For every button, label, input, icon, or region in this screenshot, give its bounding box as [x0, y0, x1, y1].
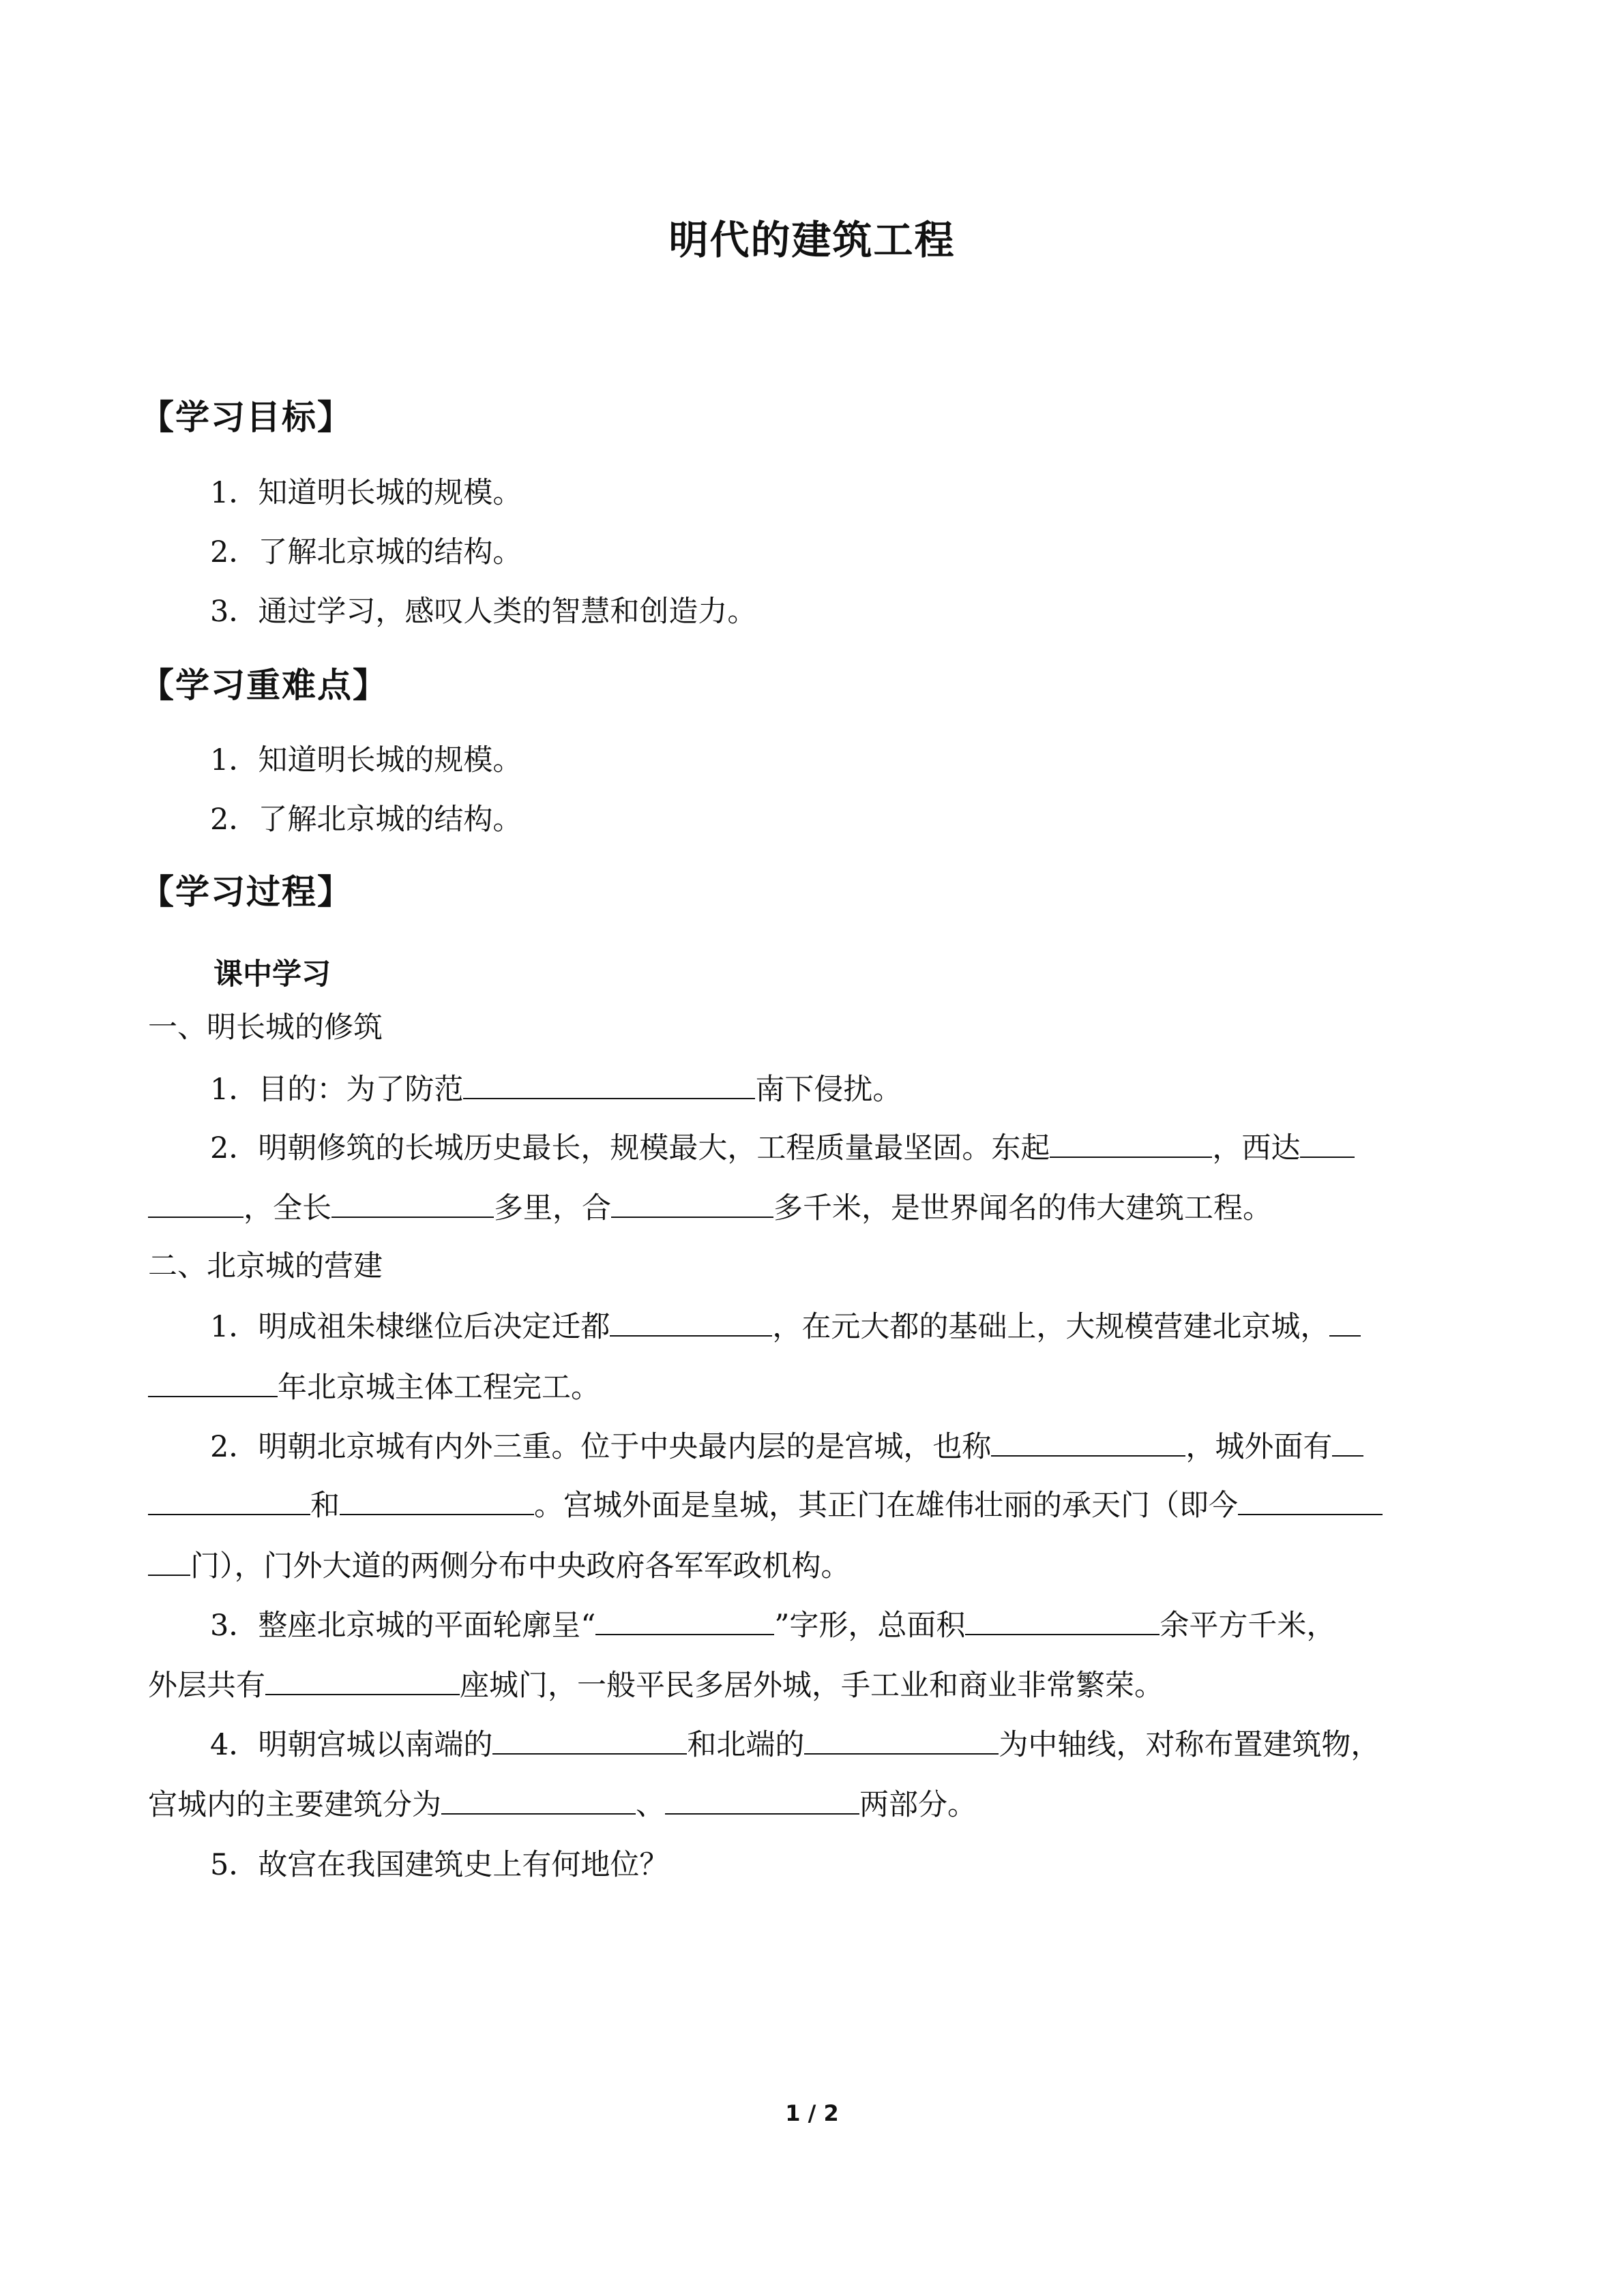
- question-text: 、: [636, 1788, 665, 1822]
- answer-blank[interactable]: [441, 1783, 636, 1815]
- question-line: [148, 1484, 1383, 1526]
- question-text: 和: [310, 1489, 340, 1523]
- question-line: [148, 1366, 600, 1408]
- answer-blank[interactable]: [340, 1484, 534, 1515]
- question-text: 多里，合: [494, 1191, 611, 1225]
- objective-item: 2．了解北京城的结构。: [210, 535, 522, 569]
- question-line: [210, 1723, 1380, 1765]
- objective-item: 3．通过学习，感叹人类的智慧和创造力。: [210, 595, 757, 629]
- question-text: 外层共有: [148, 1669, 265, 1703]
- answer-blank[interactable]: [1300, 1127, 1355, 1158]
- question-text: 南下侵扰。: [755, 1073, 902, 1107]
- question-text: 和北端的: [687, 1728, 805, 1762]
- answer-blank[interactable]: [804, 1723, 999, 1755]
- page-title: 明代的建筑工程: [668, 217, 956, 263]
- answer-blank[interactable]: [148, 1545, 190, 1576]
- question-text: ，西达: [1212, 1131, 1301, 1165]
- question-text: 余平方千米，: [1160, 1609, 1336, 1643]
- question-text: 宫城内的主要建筑分为: [148, 1788, 441, 1822]
- section-title: 一、明长城的修筑: [148, 1011, 383, 1045]
- question-line: [210, 1068, 902, 1110]
- answer-blank[interactable]: [148, 1187, 243, 1218]
- page-number: 1 / 2: [785, 2100, 839, 2126]
- key-point-item: 2．了解北京城的结构。: [210, 803, 522, 837]
- question-line: [210, 1305, 1361, 1347]
- answer-blank[interactable]: [665, 1783, 859, 1815]
- answer-blank[interactable]: [1050, 1127, 1212, 1158]
- answer-blank[interactable]: [611, 1187, 773, 1218]
- question-line: [148, 1783, 977, 1825]
- question-text: 门），门外大道的两侧分布中央政府各军军政机构。: [190, 1549, 851, 1583]
- question-line: 5．故宫在我国建筑史上有何地位？: [210, 1848, 669, 1882]
- question-text: ，在元大都的基础上，大规模营建北京城，: [772, 1310, 1330, 1344]
- question-text: 3．整座北京城的平面轮廓呈“: [210, 1609, 596, 1643]
- answer-blank[interactable]: [265, 1664, 460, 1695]
- question-text: 。宫城外面是皇城，其正门在雄伟壮丽的承天门（即今: [534, 1489, 1238, 1523]
- question-text: 2．明朝修筑的长城历史最长，规模最大，工程质量最坚固。东起: [210, 1131, 1050, 1165]
- question-text: 1．明成祖朱棣继位后决定迁都: [210, 1310, 610, 1344]
- answer-blank[interactable]: [610, 1305, 772, 1337]
- answer-blank[interactable]: [492, 1723, 687, 1755]
- process-subheading: 课中学习: [213, 957, 331, 992]
- answer-blank[interactable]: [1329, 1305, 1361, 1337]
- question-text: 座城门，一般平民多居外城，手工业和商业非常繁荣。: [460, 1669, 1164, 1703]
- answer-blank[interactable]: [148, 1366, 278, 1397]
- question-text: 1．目的：为了防范: [210, 1073, 464, 1107]
- answer-blank[interactable]: [331, 1187, 494, 1218]
- question-text: 4．明朝宫城以南端的: [210, 1728, 493, 1762]
- question-line: [148, 1187, 1272, 1229]
- process-heading: 【学习过程】: [140, 872, 353, 912]
- key-point-item: 1．知道明长城的规模。: [210, 743, 522, 777]
- answer-blank[interactable]: [148, 1484, 310, 1515]
- answer-blank[interactable]: [965, 1604, 1160, 1635]
- section-title: 二、北京城的营建: [148, 1249, 383, 1283]
- answer-blank[interactable]: [595, 1604, 774, 1635]
- question-text: ，全长: [243, 1191, 331, 1225]
- question-line: [210, 1604, 1335, 1646]
- answer-blank[interactable]: [463, 1068, 755, 1099]
- question-text: ，城外面有: [1185, 1430, 1333, 1464]
- question-text: 2．明朝北京城有内外三重。位于中央最内层的是宫城，也称: [210, 1430, 992, 1464]
- objective-item: 1．知道明长城的规模。: [210, 476, 522, 510]
- question-line: [210, 1127, 1355, 1169]
- question-text: 年北京城主体工程完工。: [278, 1371, 600, 1405]
- key-points-heading: 【学习重难点】: [140, 666, 388, 705]
- answer-blank[interactable]: [1238, 1484, 1383, 1515]
- question-text: 两部分。: [859, 1788, 977, 1822]
- question-line: [148, 1545, 851, 1587]
- answer-blank[interactable]: [991, 1425, 1185, 1457]
- answer-blank[interactable]: [1332, 1425, 1363, 1457]
- question-text: 多千米，是世界闻名的伟大建筑工程。: [773, 1191, 1272, 1225]
- objectives-heading: 【学习目标】: [140, 398, 353, 437]
- question-text: ”字形，总面积: [774, 1609, 966, 1643]
- question-text: 为中轴线，对称布置建筑物，: [999, 1728, 1381, 1762]
- question-line: [210, 1425, 1363, 1467]
- question-line: [148, 1664, 1164, 1706]
